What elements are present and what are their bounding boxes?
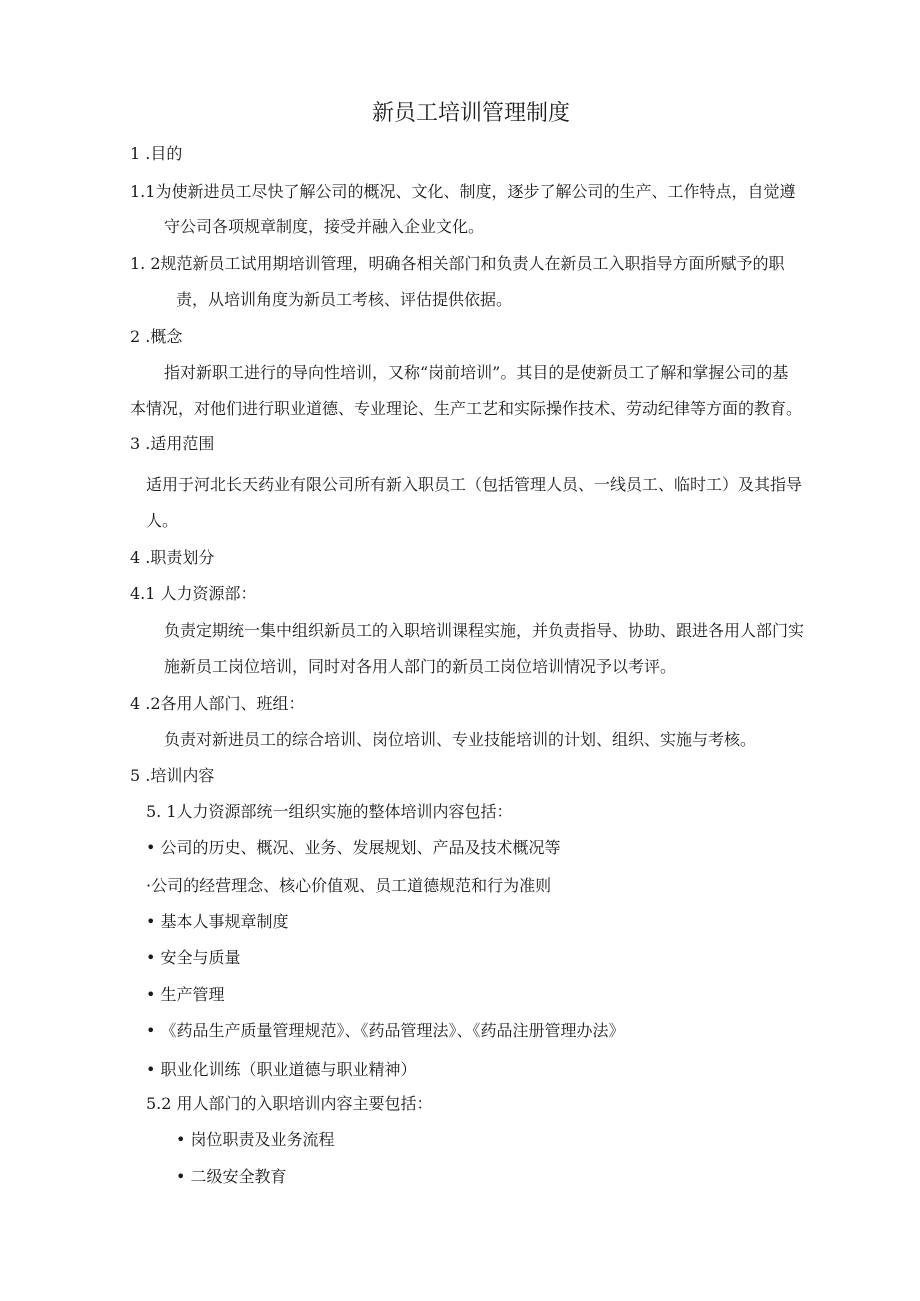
paragraph-line: 适用于河北长天药业有限公司所有新入职员工（包括管理人员、一线员工、临时工）及其指导	[146, 475, 803, 494]
paragraph-line: 责，从培训角度为新员工考核、评估提供依据。	[176, 290, 513, 309]
list-item: ·公司的经营理念、核心价值观、员工道德规范和行为准则	[146, 876, 552, 895]
list-item: • 安全与质量	[146, 948, 241, 967]
paragraph-line: 本情况，对他们进行职业道德、专业理论、生产工艺和实际操作技术、劳动纪律等方面的教育。	[130, 399, 803, 418]
list-item: • 职业化训练（职业道德与职业精神）	[146, 1060, 417, 1079]
list-item: • 生产管理	[146, 985, 225, 1004]
section-heading-responsibilities: 4 .职责划分	[130, 548, 215, 567]
paragraph-line: 指对新职工进行的导向性培训，又称“岗前培训”。其目的是使新员工了解和掌握公司的基	[164, 363, 789, 382]
paragraph-line: 守公司各项规章制度，接受并融入企业文化。	[164, 217, 485, 236]
list-item: • 二级安全教育	[176, 1167, 287, 1186]
section-heading-concept: 2 .概念	[130, 327, 183, 346]
paragraph-line: 负责定期统一集中组织新员工的入职培训课程实施，并负责指导、协助、跟进各用人部门实	[164, 621, 805, 640]
section-heading-training-content: 5 .培训内容	[130, 766, 215, 785]
paragraph-line: 1.1为使新进员工尽快了解公司的概况、文化、制度，逐步了解公司的生产、工作特点，自觉遵	[130, 182, 796, 201]
list-item: • 基本人事规章制度	[146, 912, 289, 931]
subsection-heading: 5.2 用人部门的入职培训内容主要包括：	[146, 1094, 433, 1113]
paragraph-line: 施新员工岗位培训，同时对各用人部门的新员工岗位培训情况予以考评。	[164, 657, 677, 676]
list-item: • 岗位职责及业务流程	[176, 1130, 335, 1149]
subsection-heading: 4 .2各用人部门、班组：	[130, 694, 305, 713]
page-title: 新员工培训管理制度	[372, 101, 571, 126]
paragraph-line: 1. 2规范新员工试用期培训管理，明确各相关部门和负责人在新员工入职指导方面所赋予的职	[130, 254, 785, 273]
subsection-heading: 5. 1人力资源部统一组织实施的整体培训内容包括：	[146, 802, 513, 821]
list-item: • 《药品生产质量管理规范》、《药品管理法》、《药品注册管理办法》	[146, 1021, 625, 1040]
paragraph-line: 负责对新进员工的综合培训、岗位培训、专业技能培训的计划、组织、实施与考核。	[164, 730, 757, 749]
list-item: • 公司的历史、概况、业务、发展规划、产品及技术概况等	[146, 838, 561, 857]
section-heading-purpose: 1 .目的	[130, 144, 183, 163]
paragraph-line: 人。	[146, 511, 179, 530]
section-heading-scope: 3 .适用范围	[130, 434, 215, 453]
subsection-heading: 4.1 人力资源部：	[130, 584, 257, 603]
